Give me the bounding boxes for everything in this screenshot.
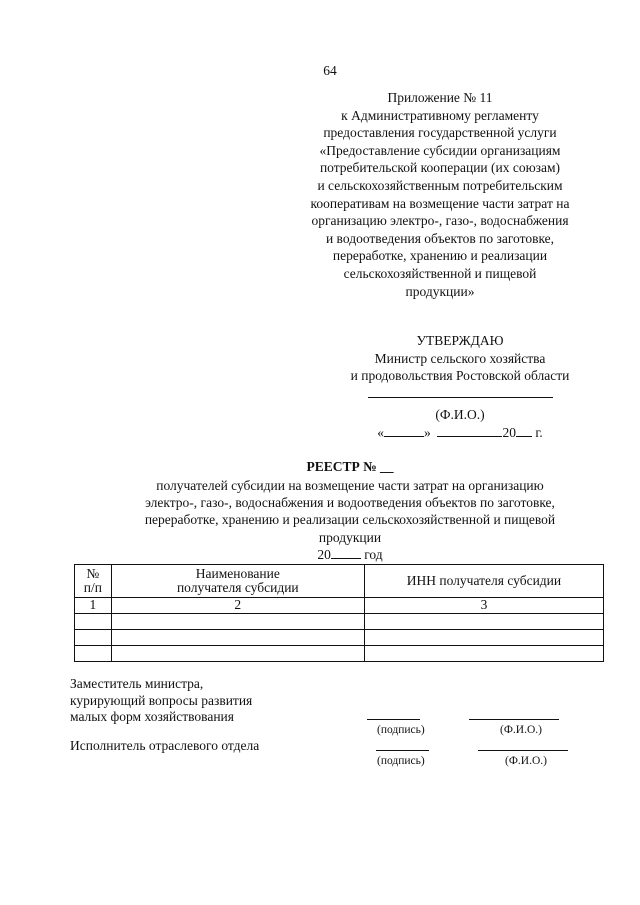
table-cell [111, 614, 364, 630]
table-cell: 1 [75, 598, 112, 614]
appendix-line: «Предоставление субсидии организациям [319, 142, 561, 158]
header-number-line: № [86, 565, 100, 581]
deputy-line: курирующий вопросы развития [70, 692, 253, 708]
appendix-header [290, 89, 590, 300]
deputy-fio-line [469, 719, 559, 720]
registry-description-line: электро-, газо-, водоснабжения и водоотведения объектов по заготовке, [145, 495, 555, 511]
day-blank [384, 425, 424, 437]
approval-block [300, 332, 620, 442]
appendix-line: к Административному регламенту [341, 107, 539, 123]
executor-title: Исполнитель отраслевого отдела [70, 738, 260, 753]
deputy-signature-block [70, 676, 252, 726]
registry-year-prefix: 20 [317, 546, 331, 562]
appendix-line: организацию электро-, газо-, водоснабжения [311, 213, 569, 229]
table-cell: 2 [111, 598, 364, 614]
year-blank [516, 425, 532, 437]
table-cell [111, 630, 364, 646]
registry-description-line: продукции [318, 529, 382, 545]
appendix-line: продукции» [405, 283, 475, 299]
approval-position: и продовольствия Ростовской области [350, 368, 570, 384]
table-cell [364, 646, 603, 662]
table-cell [364, 614, 603, 630]
table-cell [111, 646, 364, 662]
registry-description-line: переработке, хранению и реализации сельскохозяйственной и пищевой [144, 512, 556, 528]
registry-year-blank [331, 547, 361, 559]
table-row [75, 614, 604, 630]
header-number-line: п/п [83, 580, 102, 595]
deputy-line: Заместитель министра, [70, 676, 204, 691]
month-blank [437, 425, 502, 437]
date-close-quote: » [423, 424, 431, 440]
appendix-line: сельскохозяйственной и пищевой [343, 265, 537, 281]
registry-table [74, 564, 604, 662]
header-recipient-line: Наименование [195, 565, 280, 581]
appendix-line: кооперативам на возмещение части затрат на [310, 195, 570, 211]
table-cell [75, 614, 112, 630]
page-number: 64 [323, 63, 337, 78]
table-cell [75, 630, 112, 646]
deputy-signature-label: (подпись) [377, 724, 425, 736]
table-cell [364, 630, 603, 646]
executor-signature-line [376, 750, 429, 751]
header-recipient-line: получателя субсидии [176, 580, 299, 595]
table-cell: 3 [364, 598, 603, 614]
appendix-line: переработке, хранению и реализации [332, 248, 548, 264]
registry-year [70, 546, 630, 563]
header-inn: ИНН получателя субсидии [364, 565, 603, 598]
year-suffix: г. [531, 424, 543, 440]
registry-title: РЕЕСТР № __ [306, 459, 394, 474]
year-prefix: 20 [502, 424, 516, 440]
appendix-line: Приложение № 11 [387, 90, 493, 105]
date-open-quote: « [377, 424, 384, 440]
executor-signature-label: (подпись) [377, 755, 425, 767]
appendix-line: предоставления государственной услуги [323, 125, 557, 141]
table-cell [75, 646, 112, 662]
deputy-line: малых форм хозяйствования [70, 709, 234, 724]
registry-description [70, 477, 630, 563]
table-row [75, 630, 604, 646]
approval-date [300, 424, 620, 442]
table-header-row [75, 565, 604, 598]
header-recipient-name [111, 565, 364, 598]
registry-description-line: получателей субсидии на возмещение части затрат на организацию [156, 478, 544, 493]
appendix-line: и водоотведения объектов по заготовке, [325, 230, 555, 246]
header-number [75, 565, 112, 598]
signature-blank [368, 385, 553, 398]
approval-position: Министр сельского хозяйства [374, 350, 546, 366]
deputy-fio-label: (Ф.И.О.) [500, 724, 542, 736]
table-numbering-row [75, 598, 604, 614]
executor-fio-label: (Ф.И.О.) [505, 755, 547, 767]
table-row [75, 646, 604, 662]
executor-fio-line [478, 750, 568, 751]
appendix-line: потребительской кооперации (их союзам) [319, 160, 561, 176]
approval-signature-line [300, 385, 620, 403]
registry-year-suffix: год [360, 546, 383, 562]
approval-fio-label: (Ф.И.О.) [435, 407, 485, 423]
deputy-signature-line [367, 719, 420, 720]
approval-heading: УТВЕРЖДАЮ [416, 333, 504, 348]
appendix-line: и сельскохозяйственным потребительским [317, 177, 563, 193]
